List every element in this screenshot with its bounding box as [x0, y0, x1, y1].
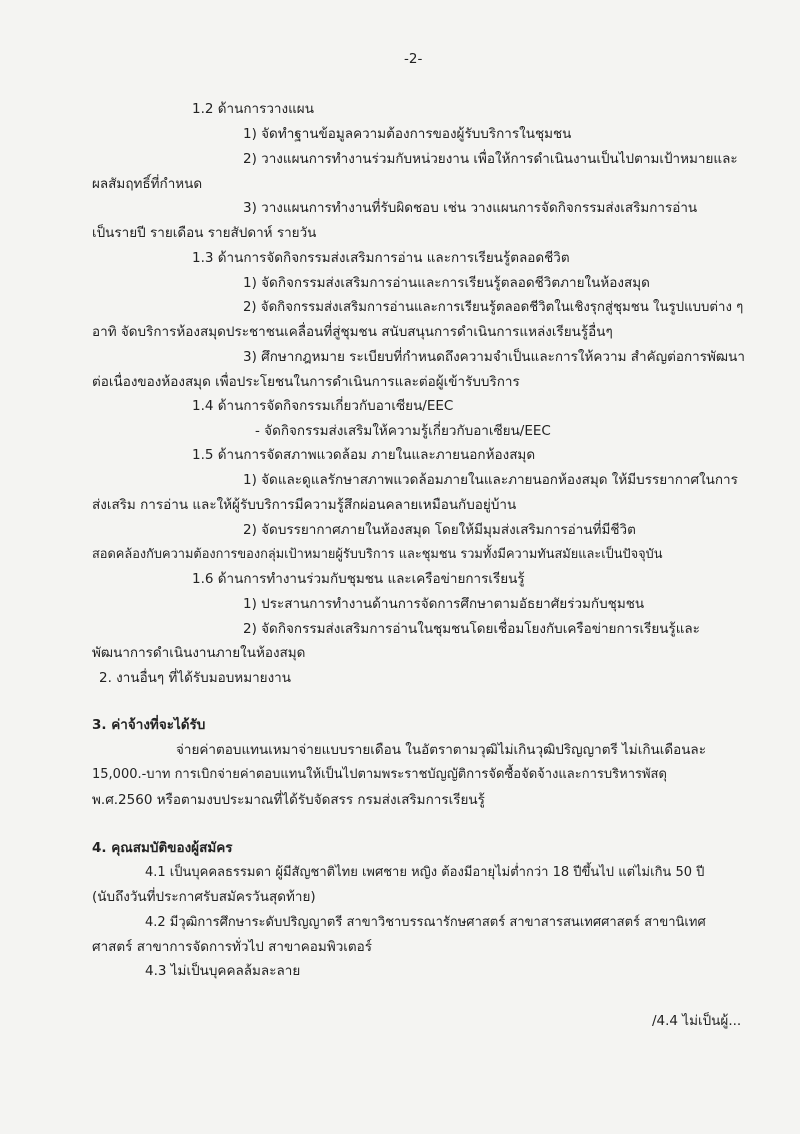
section-4-heading: 4. คุณสมบัติของผู้สมัคร — [92, 840, 233, 856]
section-1-3-item-1: 1) จัดกิจกรรมส่งเสริมการอ่านและการเรียนรู้ตลอดชีวิตภายในห้องสมุด — [243, 275, 650, 291]
section-1-6-item-2-cont: พัฒนาการดำเนินงานภายในห้องสมุด — [92, 645, 306, 661]
section-1-4-heading: 1.4 ด้านการจัดกิจกรรมเกี่ยวกับอาเซียน/EEC — [192, 398, 454, 414]
section-4-item-2-cont: ศาสตร์ สาขาการจัดการทั่วไป สาขาคอมพิวเตอร์ — [92, 939, 373, 955]
section-4-item-1-cont: (นับถึงวันที่ประกาศรับสมัครวันสุดท้าย) — [92, 889, 316, 905]
section-1-2-item-3-cont: เป็นรายปี รายเดือน รายสัปดาห์ รายวัน — [92, 225, 317, 241]
section-1-5-item-2-cont: สอดคล้องกับความต้องการของกลุ่มเป้าหมายผู้รับบริการ และชุมชน รวมทั้งมีความทันสมัยและเป็นปัจจุบัน — [92, 547, 663, 562]
section-4-item-3: 4.3 ไม่เป็นบุคคลล้มละลาย — [145, 963, 301, 979]
section-1-2-heading: 1.2 ด้านการวางแผน — [192, 101, 314, 117]
section-2-text: 2. งานอื่นๆ ที่ได้รับมอบหมายงาน — [99, 670, 291, 686]
section-4-item-2: 4.2 มีวุฒิการศึกษาระดับปริญญาตรี สาขาวิชาบรรณารักษศาสตร์ สาขาสารสนเทศศาสตร์ สาขานิเทศ — [145, 915, 706, 930]
section-1-3-item-2-cont: อาทิ จัดบริการห้องสมุดประชาชนเคลื่อนที่สู่ชุมชน สนับสนุนการดำเนินการแหล่งเรียนรู้อื่นๆ — [92, 324, 613, 340]
section-1-6-item-2: 2) จัดกิจกรรมส่งเสริมการอ่านในชุมชนโดยเชื่อมโยงกับเครือข่ายการเรียนรู้และ — [243, 621, 700, 637]
section-3-line-3: พ.ศ.2560 หรือตามงบประมาณที่ได้รับจัดสรร กรมส่งเสริมการเรียนรู้ — [92, 792, 485, 808]
section-1-5-item-2: 2) จัดบรรยากาศภายในห้องสมุด โดยให้มีมุมส่งเสริมการอ่านที่มีชีวิต — [243, 522, 636, 538]
section-3-line-1: จ่ายค่าตอบแทนเหมาจ่ายแบบรายเดือน ในอัตราตามวุฒิไม่เกินวุฒิปริญญาตรี ไม่เกินเดือนละ — [176, 742, 706, 758]
section-1-5-heading: 1.5 ด้านการจัดสภาพแวดล้อม ภายในและภายนอกห้องสมุด — [192, 447, 536, 463]
section-1-2-item-3: 3) วางแผนการทำงานที่รับผิดชอบ เช่น วางแผนการจัดกิจกรรมส่งเสริมการอ่าน — [243, 200, 698, 216]
page-number: -2- — [404, 51, 423, 67]
section-4-item-1: 4.1 เป็นบุคคลธรรมดา ผู้มีสัญชาติไทย เพศชาย หญิง ต้องมีอายุไม่ต่ำกว่า 18 ปีขึ้นไป แต่ไม่เกิน 50 ปี — [145, 865, 705, 880]
section-1-2-item-2-cont: ผลสัมฤทธิ์ที่กำหนด — [92, 176, 203, 192]
section-1-6-item-1: 1) ประสานการทำงานด้านการจัดการศึกษาตามอัธยาศัยร่วมกับชุมชน — [243, 596, 645, 612]
section-1-2-item-1: 1) จัดทำฐานข้อมูลความต้องการของผู้รับบริการในชุมชน — [243, 126, 572, 142]
section-1-5-item-1: 1) จัดและดูแลรักษาสภาพแวดล้อมภายในและภายนอกห้องสมุด ให้มีบรรยากาศในการ — [243, 472, 738, 488]
section-1-6-heading: 1.6 ด้านการทำงานร่วมกับชุมชน และเครือข่ายการเรียนรู้ — [192, 571, 525, 587]
section-1-3-item-2: 2) จัดกิจกรรมส่งเสริมการอ่านและการเรียนรู้ตลอดชีวิตในเชิงรุกสู่ชุมชน ในรูปแบบต่าง ๆ — [243, 300, 744, 315]
continuation-marker: /4.4 ไม่เป็นผู้... — [652, 1013, 742, 1029]
section-3-heading: 3. ค่าจ้างที่จะได้รับ — [92, 717, 206, 733]
section-1-4-item-1: - จัดกิจกรรมส่งเสริมให้ความรู้เกี่ยวกับอาเซียน/EEC — [255, 423, 551, 439]
section-1-3-item-3: 3) ศึกษากฎหมาย ระเบียบที่กำหนดถึงความจำเป็นและการให้ความ สำคัญต่อการพัฒนา — [243, 349, 745, 365]
section-1-3-heading: 1.3 ด้านการจัดกิจกรรมส่งเสริมการอ่าน และการเรียนรู้ตลอดชีวิต — [192, 250, 570, 266]
section-1-3-item-3-cont: ต่อเนื่องของห้องสมุด เพื่อประโยชนในการดำเนินการและต่อผู้เข้ารับบริการ — [92, 374, 520, 390]
section-3-line-2: 15,000.-บาท การเบิกจ่ายค่าตอบแทนให้เป็นไปตามพระราชบัญญัติการจัดซื้อจัดจ้างและการบริหารพัสดุ — [92, 767, 667, 782]
section-1-2-item-2: 2) วางแผนการทำงานร่วมกับหน่วยงาน เพื่อให้การดำเนินงานเป็นไปตามเป้าหมายและ — [243, 151, 738, 167]
section-1-5-item-1-cont: ส่งเสริม การอ่าน และให้ผู้รับบริการมีความรู้สึกผ่อนคลายเหมือนกับอยู่บ้าน — [92, 497, 517, 513]
